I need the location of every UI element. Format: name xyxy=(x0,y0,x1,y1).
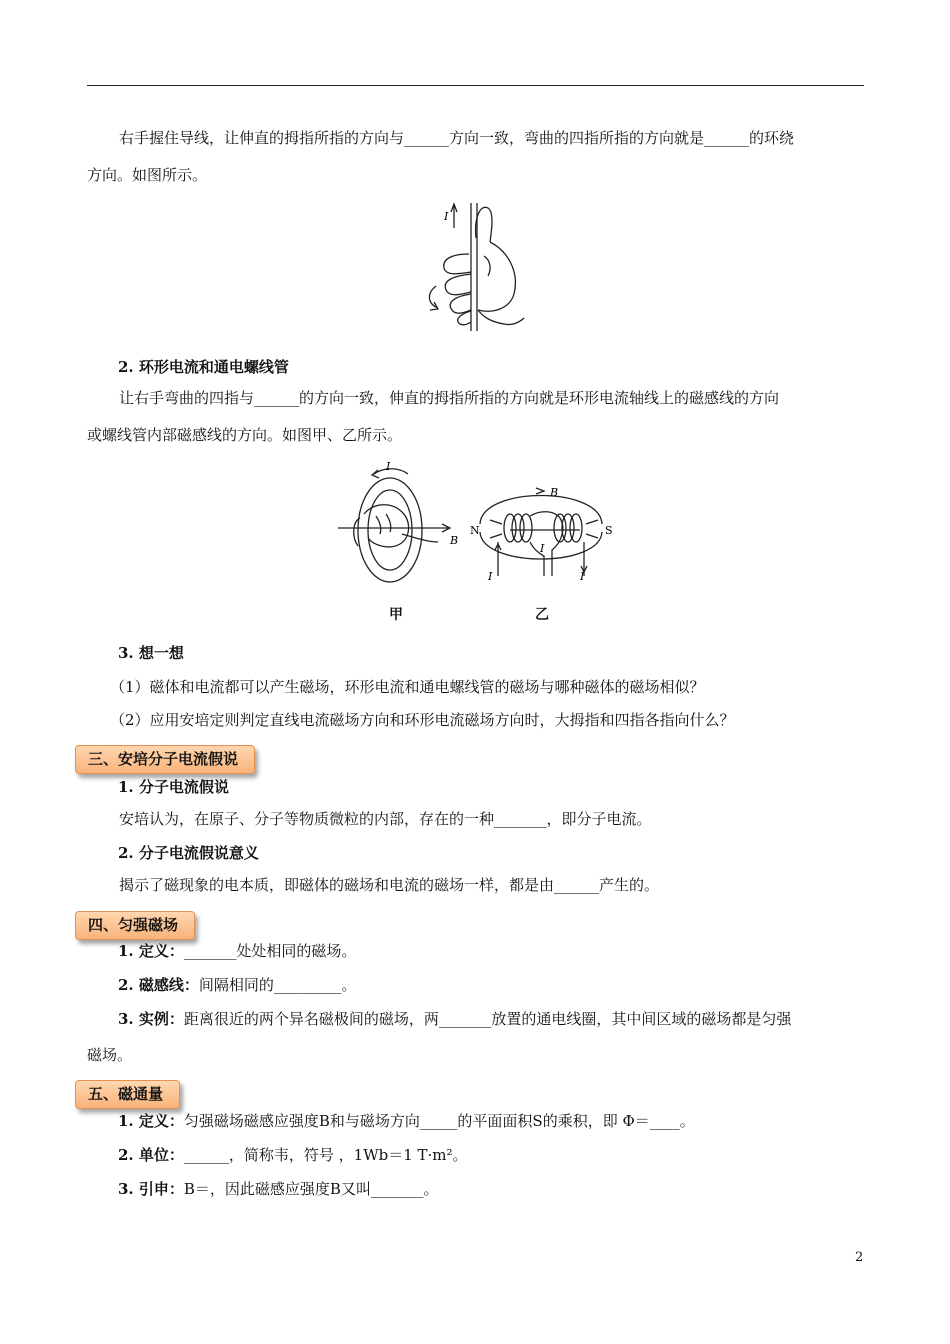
section-banner: 五、磁通量 xyxy=(75,1080,180,1109)
subheading: 2. 分子电流假说意义 xyxy=(118,844,259,862)
definition-line xyxy=(118,1106,895,1136)
item-text: _______处处相同的磁场。 xyxy=(183,942,357,960)
paragraph-line: 揭示了磁现象的电本质，即磁体的磁场和电流的磁场一样，都是由______产生的。 xyxy=(119,876,660,894)
item-text: 距离很近的两个异名磁极间的磁场，两_______放置的通电线圈，其中间区域的磁场都是匀强 xyxy=(183,1010,792,1028)
item-label: 1. 定义： xyxy=(118,1112,184,1130)
figure-label: B xyxy=(550,486,559,499)
section-banner: 四、匀强磁场 xyxy=(75,911,195,940)
section-banner: 三、安培分子电流假说 xyxy=(75,745,255,774)
paragraph-line: 安培认为，在原子、分子等物质微粒的内部，存在的一种_______，即分子电流。 xyxy=(119,810,652,828)
figure-label: B xyxy=(450,534,459,547)
item-text: 匀强磁场磁感应强度B和与磁场方向_____的平面面积S的乘积，即 Φ＝____。 xyxy=(183,1112,695,1130)
item-label: 2. 单位： xyxy=(118,1146,184,1164)
paragraph-line: 右手握住导线，让伸直的拇指所指的方向与______方向一致，弯曲的四指所指的方向就是______的环绕 xyxy=(119,129,795,147)
subheading: 3. 想一想 xyxy=(118,644,184,662)
figure-label: I xyxy=(580,570,585,583)
figure-label: I xyxy=(540,542,545,555)
paragraph-line: 方向。如图所示。 xyxy=(87,166,208,184)
item-label: 2. 磁感线： xyxy=(118,976,199,994)
item-label: 1. 定义： xyxy=(118,942,184,960)
definition-line xyxy=(118,1140,895,1170)
paragraph-line: 磁场。 xyxy=(87,1046,133,1064)
item-text: ______，简称韦，符号 ，1Wb＝1 T·m²。 xyxy=(183,1146,468,1164)
right-hand-wire-figure xyxy=(414,198,534,333)
figure-label: I xyxy=(488,570,493,583)
paragraph-line: 或螺线管内部磁感线的方向。如图甲、乙所示。 xyxy=(87,426,403,444)
figure-label: S xyxy=(605,524,613,537)
item-text: 间隔相同的_________。 xyxy=(198,976,357,994)
page-number: 2 xyxy=(855,1250,864,1265)
figure-label: I xyxy=(386,460,391,473)
figure-caption: 甲 xyxy=(389,607,403,623)
question-line: （2）应用安培定则判定直线电流磁场方向和环形电流磁场方向时，大拇指和四指各指向什么？ xyxy=(110,711,735,729)
figure-caption: 乙 xyxy=(535,607,549,623)
definition-line xyxy=(118,936,895,966)
figure-label: I xyxy=(444,210,449,223)
figure-label: N xyxy=(470,524,480,537)
paragraph-line: 让右手弯曲的四指与______的方向一致，伸直的拇指所指的方向就是环形电流轴线上的磁感线的方向 xyxy=(119,389,780,407)
definition-line xyxy=(118,1004,864,1034)
ring-and-solenoid-figure xyxy=(330,458,620,588)
item-label: 3. 引申： xyxy=(118,1180,184,1198)
header-rule xyxy=(87,85,864,86)
definition-line xyxy=(118,970,895,1000)
question-line: （1）磁体和电流都可以产生磁场，环形电流和通电螺线管的磁场与哪种磁体的磁场相似？ xyxy=(110,678,705,696)
item-text: B＝，因此磁感应强度B又叫_______。 xyxy=(183,1180,439,1198)
item-label: 3. 实例： xyxy=(118,1010,184,1028)
definition-line xyxy=(118,1174,895,1204)
subheading: 1. 分子电流假说 xyxy=(118,778,229,796)
subheading: 2. 环形电流和通电螺线管 xyxy=(118,358,289,376)
